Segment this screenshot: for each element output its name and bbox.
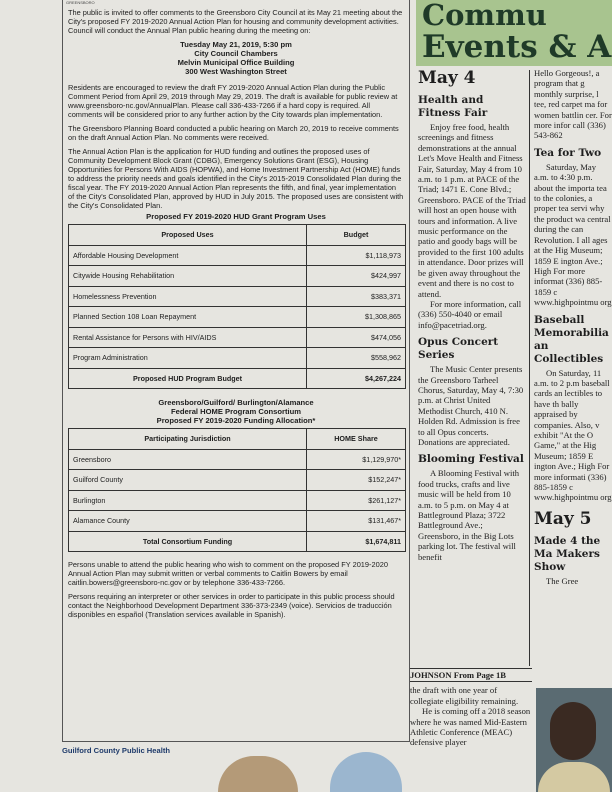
col-header: Proposed Uses bbox=[69, 225, 307, 246]
table-total-row bbox=[69, 368, 406, 389]
notice-interpreter: Persons requiring an interpreter or other services in order to participate in this public process should contact the Neighborhood Development Department 336-373-2349 (voice). Servicios de traducción disponibles en español (Translation services available in Spanish). bbox=[68, 592, 395, 619]
share-cell: $131,467* bbox=[307, 511, 406, 532]
event-heading: Opus Concert Series bbox=[418, 336, 499, 362]
event-text: On Saturday, 11 a.m. to 2 p.m baseball cards an lectibles to have th bally appraised by companies. Also, v exhibit "At the O Game," at the Hig Museum; 1859 E ington Ave.; High For more informati (336) 885-1859 c www.highpointmu org bbox=[534, 367, 612, 503]
county-seal-image bbox=[330, 752, 402, 792]
masthead-line1: Commu bbox=[422, 0, 547, 32]
table-row bbox=[69, 511, 406, 532]
table-row bbox=[69, 266, 406, 287]
share-cell: $1,129,970* bbox=[307, 449, 406, 470]
budget-cell: $424,997 bbox=[307, 266, 406, 287]
table2-title bbox=[68, 398, 404, 425]
table-row bbox=[69, 245, 406, 266]
table-row bbox=[69, 327, 406, 348]
article-text: He is coming off a 2018 season where he was named Mid-Eastern Athletic Conference (MEAC) defensive player bbox=[410, 706, 531, 748]
notice-review: Residents are encouraged to review the draft FY 2019-2020 Annual Action Plan during the Public Comment Period from April 29, 2019 through May 29, 2019. The draft is available for public review at www.greensboro-nc.gov/AnnualPlan. Please call 336-433-7266 if a hard copy is required. All comments will be considered prior to any further action by the City towards plan implementation. bbox=[68, 83, 398, 119]
event-heading: Baseball Memorabilia an Collectibles bbox=[534, 313, 609, 365]
use-cell: Planned Section 108 Loan Repayment bbox=[69, 307, 307, 328]
event-text: Enjoy free food, health screenings and fitness demonstrations at the annual Let's Move Health and Fitness Fair, Saturday, May 4 from 10 a.m. to 1 p.m. at PACE of the Triad; 1471 E. Cone Blvd.; Greensboro. PACE of the Triad will host an open house with tours and information. A live music performance on the patio and goody bags will be provided to the first 100 adults in attendance. Door prizes will be given away throughout the event and there is no cost to attend. bbox=[418, 122, 526, 299]
meeting-date: Tuesday May 21, 2019, 5:30 pm bbox=[180, 40, 292, 49]
home-consortium-table bbox=[68, 428, 406, 552]
event-text: For more information, call (336) 550-4040 or email info@pacetriad.org. bbox=[418, 298, 522, 330]
table-row bbox=[69, 348, 406, 369]
public-notice bbox=[62, 0, 410, 742]
column-rule bbox=[529, 70, 530, 666]
use-cell: Citywide Housing Rehabilitation bbox=[69, 266, 307, 287]
player-face bbox=[550, 702, 596, 760]
budget-cell: $1,118,973 bbox=[307, 245, 406, 266]
table2-title-line: Proposed FY 2019-2020 Funding Allocation* bbox=[156, 416, 316, 425]
notice-intro: The public is invited to offer comments to the Greensboro City Council at its May 21 meeting about the City's proposed FY 2019-2020 Annual Action Plan for housing and community development activities. Council will conduct the Annual Plan public hearing during the meeting on: bbox=[68, 8, 403, 35]
table2-title-line: Federal HOME Program Consortium bbox=[171, 407, 301, 416]
table-row bbox=[69, 307, 406, 328]
strip-left: GREENSBORO bbox=[66, 0, 95, 5]
event-text: A Blooming Festival with food trucks, crafts and live music will be held from 10 a.m. to 5 p.m. on May 4 at Battleground Plaza; 3722 Battleground Ave.; Greensboro, in the Big Lots parking lot. The festival will benefit bbox=[418, 468, 520, 562]
event-heading: Health and Fitness Fair bbox=[418, 94, 488, 119]
event-heading: Made 4 the Ma Makers Show bbox=[534, 534, 601, 573]
use-cell: Program Administration bbox=[69, 348, 307, 369]
event-heading: Tea for Two bbox=[534, 146, 602, 159]
use-cell: Affordable Housing Development bbox=[69, 245, 307, 266]
budget-cell: $558,962 bbox=[307, 348, 406, 369]
events-column-a bbox=[418, 68, 526, 668]
use-cell: Rental Assistance for Persons with HIV/AIDS bbox=[69, 327, 307, 348]
col-header: Participating Jurisdiction bbox=[69, 429, 307, 450]
date-heading: May 4 bbox=[418, 68, 476, 88]
hud-uses-table bbox=[68, 224, 406, 389]
table-row bbox=[69, 490, 406, 511]
jurisdiction-cell: Alamance County bbox=[69, 511, 307, 532]
event-text: The Gree bbox=[546, 575, 579, 586]
player-photo bbox=[536, 688, 612, 792]
meeting-address: 300 West Washington Street bbox=[185, 67, 287, 76]
jurisdiction-cell: Greensboro bbox=[69, 449, 307, 470]
table-row bbox=[69, 449, 406, 470]
total-label: Proposed HUD Program Budget bbox=[69, 368, 307, 389]
budget-cell: $474,056 bbox=[307, 327, 406, 348]
ad-image-left bbox=[218, 756, 298, 792]
ad-title: Guilford County Public Health bbox=[62, 746, 170, 755]
total-value: $4,267,224 bbox=[307, 368, 406, 389]
date-heading: May 5 bbox=[534, 508, 592, 529]
jump-line: JOHNSON From Page 1B bbox=[410, 668, 532, 682]
budget-cell: $1,308,865 bbox=[307, 307, 406, 328]
meeting-details bbox=[68, 40, 404, 76]
event-heading: Blooming Festival bbox=[418, 453, 524, 466]
jurisdiction-cell: Guilford County bbox=[69, 470, 307, 491]
col-header: Budget bbox=[307, 225, 406, 246]
notice-application: The Annual Action Plan is the application for HUD funding and outlines the proposed uses of Community Development Block Grant (CDBG), Emergency Solutions Grant (ESG), Housing Opportunities for Persons With AIDS (HOPWA), and Home Investment Partnership Act (HOME) funds to address the priority needs and goals identified in the City's 2015-2019 Consolidated Plan during the fiscal year. The FY 2019-2020 Annual Action Plan represents the fifth, and final, year implementation of the City's Consolidated Plan, approved by HUD in July 2015. The proposed uses are consistent with the City's Consolidated Plan. bbox=[68, 147, 404, 210]
total-value: $1,674,811 bbox=[307, 531, 406, 552]
share-cell: $152,247* bbox=[307, 470, 406, 491]
share-cell: $261,127* bbox=[307, 490, 406, 511]
event-text: Hello Gorgeous!, a program that g monthly surprise, l tee, red carpet ma for women battlin cer. For more infor call (336) 543-862 bbox=[534, 68, 612, 141]
table1-title: Proposed FY 2019-2020 HUD Grant Program Uses bbox=[146, 212, 326, 221]
use-cell: Homelessness Prevention bbox=[69, 286, 307, 307]
player-shirt bbox=[538, 762, 610, 792]
meeting-building: Melvin Municipal Office Building bbox=[177, 58, 295, 67]
table-header bbox=[69, 429, 406, 450]
col-header: HOME Share bbox=[307, 429, 406, 450]
table-row bbox=[69, 470, 406, 491]
johnson-continuation bbox=[410, 668, 532, 748]
budget-cell: $383,371 bbox=[307, 286, 406, 307]
event-text: The Music Center presents the Greensboro Tarheel Chorus, Saturday, May 4, 7:30 p.m. at Christ United Methodist Church, 410 N. Holden Rd. Admission is free to all Opus concerts. Donations are appreciated. bbox=[418, 364, 524, 447]
events-masthead bbox=[416, 0, 612, 66]
notice-unable: Persons unable to attend the public hearing who wish to comment on the proposed FY 2019-2020 Annual Action Plan may submit written or verbal comments to Caitlin Bowers by email caitlin.bowers@greensboro-nc.gov or by telephone 336-433-7266. bbox=[68, 560, 388, 587]
article-text: the draft with one year of collegiate eligibility remaining. bbox=[410, 685, 519, 706]
masthead-line2: Events & A bbox=[422, 29, 612, 65]
table-row bbox=[69, 286, 406, 307]
jurisdiction-cell: Burlington bbox=[69, 490, 307, 511]
events-column-b bbox=[534, 68, 612, 668]
event-text: Saturday, May a.m. to 4:30 p.m. about the importa tea to the colonies, a proper tea servi why the product wa central during the can Revolution. I all ages at the Hig Museum; 1859 E ington Ave.; High For more informat (336) 885-1859 c www.highpointmu org bbox=[534, 161, 612, 308]
table-total-row bbox=[69, 531, 406, 552]
table-header bbox=[69, 225, 406, 246]
total-label: Total Consortium Funding bbox=[69, 531, 307, 552]
table2-title-line: Greensboro/Guilford/ Burlington/Alamance bbox=[158, 398, 314, 407]
notice-planning: The Greensboro Planning Board conducted a public hearing on March 20, 2019 to receive comments on the draft Annual Action Plan. No comments were received. bbox=[68, 124, 399, 142]
meeting-room: City Council Chambers bbox=[194, 49, 278, 58]
